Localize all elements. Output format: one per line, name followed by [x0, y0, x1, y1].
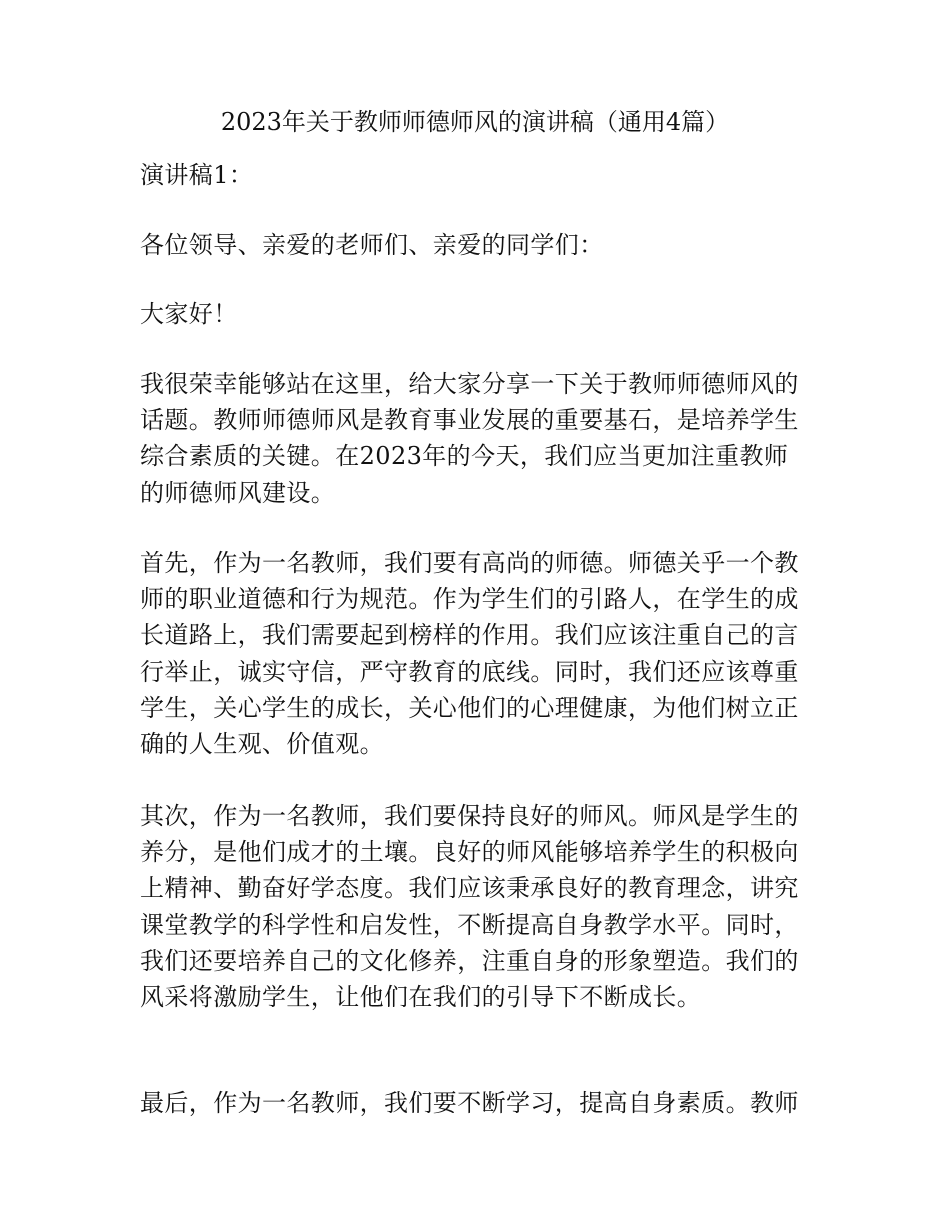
salutation: [140, 227, 820, 263]
paragraph-line: 学生，关心学生的成长，关心他们的心理健康，为他们树立正: [140, 693, 799, 722]
paragraph-line: 我很荣幸能够站在这里，给大家分享一下关于教师师德师风的: [140, 370, 799, 398]
paragraph-line: 确的人生观、价值观。: [140, 730, 384, 759]
paragraph-line: 风采将激励学生，让他们在我们的引导下不断成长。: [140, 983, 702, 1012]
greeting-text: 大家好！: [140, 300, 238, 328]
paragraph-line: 长道路上，我们需要起到榜样的作用。我们应该注重自己的言: [140, 621, 799, 650]
paragraph-3: [140, 798, 820, 1015]
paragraph-line: 话题。教师师德师风是教育事业发展的重要基石，是培养学生: [140, 406, 799, 435]
paragraph-line: 行举止，诚实守信，严守教育的底线。同时，我们还应该尊重: [140, 657, 799, 686]
greeting: [140, 296, 820, 332]
document-title: 2023年关于教师师德师风的演讲稿（通用4篇）: [220, 108, 730, 136]
paragraph-line: 其次，作为一名教师，我们要保持良好的师风。师风是学生的: [140, 802, 799, 830]
paragraph-line: 首先，作为一名教师，我们要有高尚的师德。师德关乎一个教: [140, 549, 799, 577]
paragraph-line: 课堂教学的科学性和启发性，不断提高自身教学水平。同时，: [140, 910, 799, 939]
speech-heading-text: 演讲稿1：: [140, 161, 254, 189]
paragraph-line: 上精神、勤奋好学态度。我们应该秉承良好的教育理念，讲究: [140, 874, 799, 903]
paragraph-line: 最后，作为一名教师，我们要不断学习，提高自身素质。教师: [140, 1089, 799, 1117]
paragraph-line: 的师德师风建设。: [140, 478, 336, 507]
paragraph-line: 我们还要培养自己的文化修养，注重自身的形象塑造。我们的: [140, 946, 799, 975]
paragraph-line: 师的职业道德和行为规范。作为学生们的引路人，在学生的成: [140, 585, 799, 614]
paragraph-2: [140, 545, 820, 762]
paragraph-4: [140, 1085, 820, 1121]
salutation-text: 各位领导、亲爱的老师们、亲爱的同学们：: [140, 231, 604, 259]
paragraph-1: [140, 366, 820, 511]
paragraph-line: 综合素质的关键。在2023年的今天，我们应当更加注重教师: [140, 442, 789, 471]
speech-heading: [140, 157, 820, 193]
paragraph-line: 养分，是他们成才的土壤。良好的师风能够培养学生的积极向: [140, 838, 799, 867]
